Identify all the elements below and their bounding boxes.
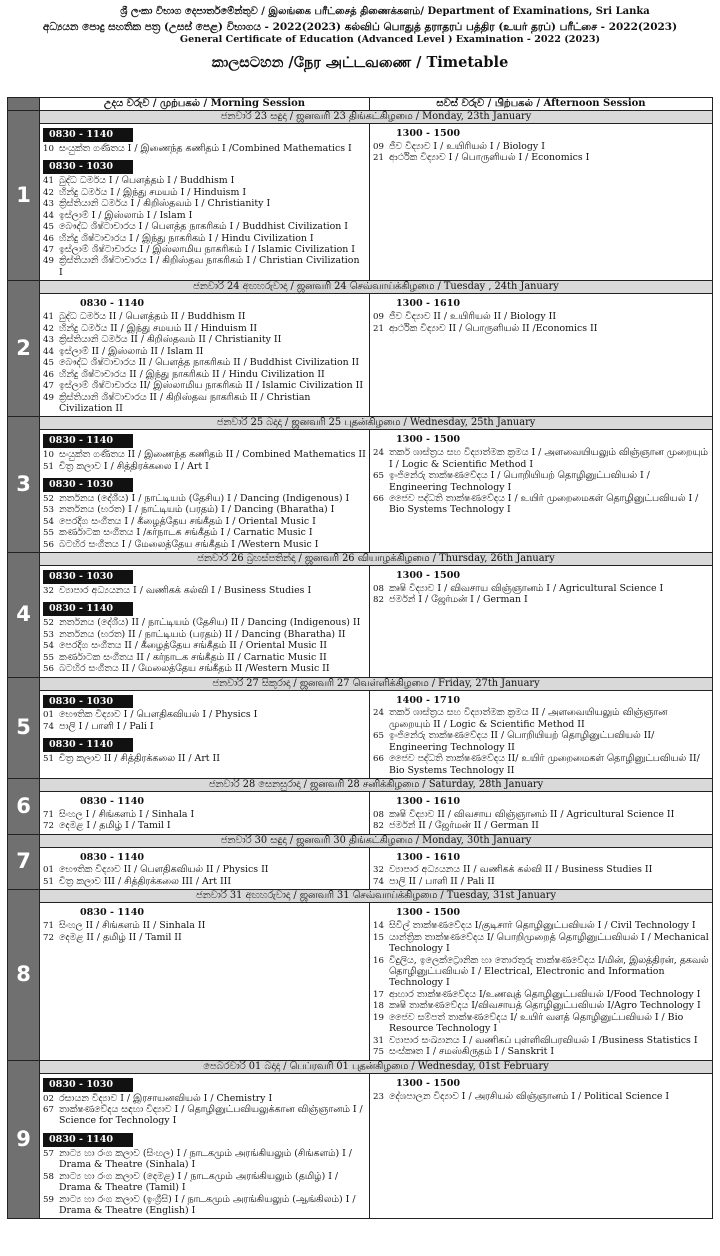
- subject-code: 09: [373, 312, 384, 323]
- subject-name: ඉස්ලාම් ශිෂ්ටාචාරය I / இஸ்லாமிய நாகரிகம் I / Islamic Civilization I: [59, 243, 355, 255]
- session-time: 1300 - 1500: [396, 1077, 461, 1089]
- subject-name: කෘෂි තාක්ෂණවේදය I/விவசாயத் தொழினுட்பவியல் I/Agro Technology I: [389, 1000, 701, 1012]
- subject-item: [43, 527, 366, 538]
- date-label: ජනවාරි 25 බදාදා / ஜனவரி 25 புதன்கிழமை / Wednesday, 25th January: [40, 417, 713, 430]
- subject-item: [43, 346, 366, 357]
- subject-name: නර්තනය (භරත) I / நாட்டியம் (பரதம்) I / Dancing (Bharatha) I: [59, 504, 335, 516]
- subject-code: 24: [373, 448, 384, 459]
- subject-code: 53: [43, 505, 54, 516]
- subject-name: චිත්‍ර කලාව III / சித்திரக்கலை III / Art III: [59, 875, 232, 887]
- subject-code: 54: [43, 641, 54, 652]
- date-row: [8, 890, 713, 903]
- subject-item: [43, 311, 366, 322]
- day-number: 8: [8, 890, 40, 1060]
- subject-item: [43, 380, 366, 391]
- subject-code: 45: [43, 222, 54, 233]
- subject-name: චිත්‍ර කලාව I / சித்திரக்கலை I / Art I: [59, 460, 209, 472]
- subject-code: 82: [373, 595, 384, 606]
- date-label: ජනවාරි 27 සිකුරාදා / ஜனவரி 27 வெள்ளிக்கிழமை / Friday, 27th January: [40, 677, 713, 690]
- subject-code: 02: [43, 1093, 54, 1104]
- subject-item: [43, 864, 366, 875]
- subject-item: [373, 594, 709, 605]
- department-line: ශ්‍රී ලංකා විභාග දෙපාර්තමේන්තුව / இலங்கை பரீட்சைத் திணைக்களம்/ Department of Examinations, Sri Lanka: [120, 6, 650, 17]
- subject-code: 82: [373, 821, 384, 832]
- session-time: 0830 - 1030: [43, 570, 133, 584]
- subject-name: දෙමළ I / தமிழ் I / Tamil I: [59, 820, 171, 832]
- subject-name: ජීව විද්‍යාව II / உயிரியல் II / Biology II: [389, 311, 557, 323]
- subject-code: 56: [43, 539, 54, 550]
- session-row: [8, 903, 713, 1060]
- subject-name: කර්ණාටක සංගීතය I /கர்நாடக சங்கீதம் I / Carnatic Music I: [59, 527, 313, 539]
- date-label: පෙබරවාරි 01 බදාදා / பெப்ரவரி 01 புதன்கிழமை / Wednesday, 01st February: [40, 1060, 713, 1073]
- subject-item: [373, 932, 709, 955]
- subject-item: [43, 221, 366, 232]
- session-time: 0830 - 1140: [43, 434, 133, 448]
- subject-code: 41: [43, 312, 54, 323]
- subject-code: 47: [43, 244, 54, 255]
- subject-code: 66: [373, 754, 384, 765]
- subject-code: 51: [43, 876, 54, 887]
- date-row: [8, 281, 713, 294]
- subject-name: සංයුක්ත ගණිතය II / இணைந்த கணிதம் II / Combined Mathematics II: [59, 449, 366, 461]
- date-row: [8, 677, 713, 690]
- subject-code: 52: [43, 618, 54, 629]
- subject-name: ජෛව සම්පත් තාක්ෂණවේදය I/ உயிர் வளத் தொழினுட்பவியல் I / Bio Resource Technology I: [389, 1011, 684, 1035]
- exam-title-english: General Certificate of Education (Advanced Level ) Examination - 2022 (2023): [179, 33, 601, 45]
- subject-code: 49: [43, 392, 54, 403]
- subject-code: 45: [43, 358, 54, 369]
- subject-code: 09: [373, 141, 384, 152]
- subject-item: [373, 1091, 709, 1102]
- subject-item: [43, 187, 366, 198]
- subject-code: 56: [43, 664, 54, 675]
- date-label: ජනවාරි 26 බ්‍රහස්පතින්දා / ஜனவரி 26 வியாழக்கிழமை / Thursday, 26th January: [40, 553, 713, 566]
- subject-name: තර්ක ශාස්ත්‍රය සහ විද්‍යාත්මක ක්‍රමය I / அளவையியலும் விஞ்ஞான முறையும் I / Logic & Scientific Method I: [389, 447, 708, 470]
- subject-code: 24: [373, 708, 384, 719]
- subject-item: [373, 447, 709, 470]
- subject-code: 18: [373, 1001, 384, 1012]
- session-row: [8, 690, 713, 779]
- subject-code: 58: [43, 1171, 54, 1182]
- subject-code: 43: [43, 199, 54, 210]
- session-time: 0830 - 1030: [43, 160, 133, 174]
- subject-code: 54: [43, 516, 54, 527]
- subject-item: [43, 198, 366, 209]
- subject-name: සිංහල I / சிங்களம் I / Sinhala I: [59, 808, 195, 820]
- day-number: 9: [8, 1060, 40, 1219]
- subject-item: [373, 864, 709, 875]
- subject-item: [373, 707, 709, 730]
- subject-item: [43, 493, 366, 504]
- subject-name: ජෛව පද්ධති තාක්ෂණවේදය II/ உயிர் முறைமைகள் தொழினுட்பவியல் II/ Bio Systems Technology II: [389, 753, 700, 776]
- morning-session-cell: [40, 903, 370, 1060]
- subject-item: [43, 629, 366, 640]
- subject-code: 01: [43, 710, 54, 721]
- date-label: ජනවාරි 24 අඟහරුවාදා / ஜனவரி 24 செவ்வாய்க்கிழமை / Tuesday , 24th January: [40, 281, 713, 294]
- date-label: ජනවාරි 28 සෙනසුරාදා / ஜனவரி 28 சனிக்கிழமை / Saturday, 28th January: [40, 779, 713, 792]
- subject-item: [373, 1012, 709, 1035]
- subject-code: 41: [43, 176, 54, 187]
- subject-item: [373, 323, 709, 334]
- subject-code: 72: [43, 932, 54, 943]
- session-time: 0830 - 1140: [80, 796, 145, 808]
- session-time: 0830 - 1030: [43, 695, 133, 709]
- subject-code: 74: [373, 876, 384, 887]
- session-time: 0830 - 1030: [43, 478, 133, 492]
- subject-item: [43, 932, 366, 943]
- subject-item: [43, 585, 366, 596]
- morning-session-cell: [40, 124, 370, 281]
- subject-item: [43, 617, 366, 628]
- subject-name: ඉස්ලාම් II / இஸ்லாம் II / Islam II: [59, 345, 204, 357]
- subject-item: [43, 1093, 366, 1104]
- subject-code: 08: [373, 583, 384, 594]
- subject-item: [43, 334, 366, 345]
- subject-code: 71: [43, 809, 54, 820]
- subject-code: 31: [373, 1035, 384, 1046]
- day-number: 7: [8, 834, 40, 890]
- date-label: ජනවාරි 30 සඳුදා / ஜனவரி 30 திங்கட்கிழமை / Monday, 30th January: [40, 834, 713, 847]
- morning-session-cell: [40, 690, 370, 779]
- subject-name: චිත්‍ර කලාව II / சித்திரக்கலை II / Art II: [59, 752, 220, 764]
- subject-code: 08: [373, 809, 384, 820]
- subject-name: පාලි II / பாளி II / Pali II: [389, 875, 495, 887]
- subject-item: [43, 1194, 366, 1217]
- subject-item: [373, 730, 709, 753]
- subject-code: 44: [43, 346, 54, 357]
- subject-item: [43, 652, 366, 663]
- subject-name: පෙරදිග සංගීතය II / கீழைத்தேய சங்கீதம் II / Oriental Music II: [59, 640, 327, 652]
- subject-code: 01: [43, 865, 54, 876]
- subject-item: [43, 516, 366, 527]
- subject-name: තර්ක ශාස්ත්‍රය සහ විද්‍යාත්මක ක්‍රමය II / அளவையியலும் விஞ்ஞான முறையும் II / Logic & Scientific Method II: [389, 707, 668, 730]
- subject-item: [373, 141, 709, 152]
- subject-name: ව්‍යාපාර අධ්‍යයනය I / வணிகக் கல்வி I / Business Studies I: [59, 584, 312, 596]
- subject-code: 47: [43, 381, 54, 392]
- afternoon-session-cell: [370, 792, 713, 835]
- subject-item: [43, 640, 366, 651]
- subject-item: [373, 920, 709, 931]
- subject-name: භෞතික විද්‍යාව I / பௌதிகவியல் I / Physics I: [59, 709, 258, 721]
- subject-code: 42: [43, 187, 54, 198]
- subject-item: [43, 323, 366, 334]
- subject-name: ඉස්ලාම් ශිෂ්ටාචාරය II/ இஸ்லாமிய நாகரிகம் II / Islamic Civilization II: [59, 380, 364, 392]
- date-row: [8, 1060, 713, 1073]
- subject-item: [43, 663, 366, 674]
- subject-code: 51: [43, 461, 54, 472]
- subject-name: කර්ණාටක සංගීතය II / கர்நாடக சங்கீதம் II / Carnatic Music II: [59, 651, 327, 663]
- session-time: 0830 - 1140: [43, 1133, 133, 1147]
- session-row: [8, 566, 713, 677]
- morning-session-cell: [40, 566, 370, 677]
- session-time: 0830 - 1140: [80, 298, 145, 310]
- subject-code: 10: [43, 143, 54, 154]
- subject-code: 65: [373, 731, 384, 742]
- subject-item: [43, 539, 366, 550]
- subject-item: [373, 583, 709, 594]
- date-label: ජනවාරි 23 සඳුදා / ஜனவரி 23 திங்கட்கிழமை / Monday, 23th January: [40, 111, 713, 124]
- subject-name: ජර්මන් I / ஜேர்மன் I / German I: [389, 594, 528, 606]
- subject-code: 21: [373, 323, 384, 334]
- day-number: 3: [8, 417, 40, 553]
- session-row: [8, 294, 713, 417]
- session-time: 0830 - 1140: [43, 738, 133, 752]
- subject-item: [43, 753, 366, 764]
- subject-name: ජීව විද්‍යාව I / உயிரியல் I / Biology I: [389, 140, 545, 152]
- date-row: [8, 417, 713, 430]
- subject-name: නර්තනය (දේශීය) I / நாட்டியம் (தேசிய) I / Dancing (Indigenous) I: [59, 492, 350, 504]
- day-number: 5: [8, 677, 40, 779]
- subject-code: 32: [43, 585, 54, 596]
- document-header: [7, 6, 713, 71]
- afternoon-session-header: සවස් වරුව / பிற்பகல் / Afternoon Session: [370, 98, 713, 111]
- subject-item: [43, 255, 366, 278]
- subject-item: [373, 809, 709, 820]
- subject-name: නාට්‍ය හා රංග කලාව (සිංහල) I / நாடகமும் அரங்கியலும் (சிங்களம்) I / Drama & Theatre (Sinhala) I: [59, 1147, 352, 1171]
- session-time: 1400 - 1710: [396, 694, 461, 706]
- session-time: 0830 - 1140: [43, 128, 133, 142]
- subject-item: [43, 449, 366, 460]
- subject-item: [373, 876, 709, 887]
- subject-name: සිවිල් තාක්ෂණවේදය I/குடிசார் தொழினுட்பவியல் I / Civil Technology I: [389, 920, 696, 932]
- subject-code: 42: [43, 323, 54, 334]
- subject-code: 53: [43, 629, 54, 640]
- subject-code: 51: [43, 753, 54, 764]
- day-number: 4: [8, 553, 40, 677]
- session-time: 0830 - 1030: [43, 1078, 133, 1092]
- subject-code: 67: [43, 1105, 54, 1115]
- subject-item: [43, 1171, 366, 1194]
- subject-name: පාලි I / பாளி I / Pali I: [59, 720, 154, 732]
- subject-item: [43, 233, 366, 244]
- session-row: [8, 124, 713, 281]
- subject-code: 46: [43, 233, 54, 244]
- subject-name: දෙමළ II / தமிழ் II / Tamil II: [59, 931, 182, 943]
- subject-name: බටහිර සංගීතය I / மேலைத்தேய சங்கீதம் I /Western Music I: [59, 538, 319, 550]
- column-header-row: [8, 98, 713, 111]
- subject-code: 15: [373, 932, 384, 943]
- date-row: [8, 111, 713, 124]
- subject-name: හින්දු ධර්මය I / இந்து சமயம் I / Hinduism I: [59, 186, 247, 198]
- afternoon-session-cell: [370, 294, 713, 417]
- subject-name: විදුලිය, ඉලෙක්ට්‍රොනික හා තොරතුරු තාක්ෂණවේදය I/மின், இலத்திரன், தகவல் தொழினுட்பவியல் I / Electrical, Electronic and Information Technology I: [389, 954, 709, 989]
- afternoon-session-cell: [370, 1073, 713, 1219]
- subject-item: [373, 311, 709, 322]
- session-time: 1300 - 1610: [396, 796, 461, 808]
- subject-code: 55: [43, 652, 54, 663]
- subject-name: නර්තනය (දේශීය) II / நாட்டியம் (தேசிய) II / Dancing (Indigenous) II: [59, 617, 361, 629]
- subject-item: [43, 357, 366, 368]
- session-time: 1300 - 1500: [396, 907, 461, 919]
- subject-code: 57: [43, 1148, 54, 1159]
- timetable-title: කාලසටහන /நேர அட்டவணை / Timetable: [211, 53, 509, 71]
- session-row: [8, 847, 713, 890]
- subject-code: 21: [373, 153, 384, 164]
- subject-code: 10: [43, 450, 54, 461]
- afternoon-session-cell: [370, 690, 713, 779]
- subject-name: ජර්මන් II / ஜேர்மன் II / German II: [389, 820, 539, 832]
- subject-name: කෘෂි විද්‍යාව II / விவசாய விஞ்ஞானம் II / Agricultural Science II: [389, 808, 675, 820]
- session-time: 1300 - 1610: [396, 851, 461, 863]
- subject-code: 19: [373, 1012, 384, 1023]
- subject-name: ඉංජිනේරු තාක්ෂණවේදය II / பொறியியற் தொழினுட்பவியல் II/ Engineering Technology II: [389, 730, 655, 753]
- subject-item: [43, 709, 366, 720]
- subject-code: 46: [43, 369, 54, 380]
- timetable-table: [7, 97, 713, 1219]
- subject-name: භෞතික විද්‍යාව II / பௌதிகவியல் II / Physics II: [59, 864, 269, 876]
- subject-name: කෘෂි විද්‍යාව I / விவசாய விஞ்ஞானம் I / Agricultural Science I: [389, 582, 664, 594]
- subject-code: 49: [43, 256, 54, 267]
- subject-item: [373, 1035, 709, 1046]
- afternoon-session-cell: [370, 903, 713, 1060]
- subject-name: ව්‍යාපාර සංඛ්‍යානය I / வணிகப் புள்ளிவிபரவியல் I /Business Statistics I: [389, 1034, 698, 1046]
- subject-item: [373, 955, 709, 989]
- afternoon-session-cell: [370, 847, 713, 890]
- subject-name: ඉංජිනේරු තාක්ෂණවේදය I / பொறியியற் தொழினுட்பவியல் I / Engineering Technology I: [389, 470, 650, 493]
- date-row: [8, 779, 713, 792]
- subject-code: 71: [43, 921, 54, 932]
- subject-name: ජෛව පද්ධති තාක්ෂණවේදය I / உயிர் முறைமைகள் தொழினுட்பவியல் I / Bio Systems Technology I: [389, 493, 699, 516]
- subject-item: [373, 470, 709, 493]
- subject-code: 52: [43, 493, 54, 504]
- subject-item: [43, 392, 366, 415]
- subject-item: [43, 1148, 366, 1171]
- subject-item: [373, 753, 709, 776]
- subject-name: යාන්ත්‍රික තාක්ෂණවේදය I/ பொறிமுறைத் தொழினுட்பவியல் I / Mechanical Technology I: [389, 931, 709, 955]
- subject-item: [43, 175, 366, 186]
- subject-name: හින්දු ධර්මය II / இந்து சமயம் II / Hinduism II: [59, 322, 258, 334]
- subject-code: 74: [43, 721, 54, 732]
- day-number-header: [8, 98, 40, 111]
- subject-name: ව්‍යාපාර අධ්‍යයනය II / வணிகக் கல்வி II / Business Studies II: [389, 864, 653, 876]
- subject-code: 17: [373, 989, 384, 1000]
- afternoon-session-cell: [370, 430, 713, 553]
- day-number: 2: [8, 281, 40, 417]
- subject-code: 16: [373, 955, 384, 966]
- session-time: 0830 - 1140: [43, 602, 133, 616]
- subject-name: නාට්‍ය හා රංග කලාව (දෙමළ) I / நாடகமும் அரங்கியலும் (தமிழ்) I / Drama & Theatre (Tamil) I: [59, 1170, 339, 1194]
- date-row: [8, 553, 713, 566]
- subject-code: 32: [373, 865, 384, 876]
- subject-name: බුද්ධ ධර්මය II / பௌத்தம் II / Buddhism II: [59, 311, 246, 323]
- subject-code: 44: [43, 210, 54, 221]
- subject-item: [43, 244, 366, 255]
- subject-name: ක්‍රිස්තියානි ශිෂ්ටාචාරය I / கிறிஸ்தவ நாகரிகம் I / Christian Civilization I: [59, 255, 360, 278]
- subject-name: පෙරදිග සංගීතය I / கீழைத்தேய சங்கீதம் I / Oriental Music I: [59, 515, 316, 527]
- subject-item: [43, 369, 366, 380]
- subject-name: බුද්ධ ධර්මය I / பௌத்தம் I / Buddhism I: [59, 175, 235, 187]
- subject-name: බෞද්ධ ශිෂ්ටාචාරය II / பௌத்த நாகரிகம் II / Buddhist Civilization II: [59, 357, 360, 369]
- subject-name: ක්‍රිස්තියානි ධර්මය I / கிறிஸ்தவம் I / Christianity I: [59, 198, 271, 210]
- subject-name: ඉස්ලාම් I / இஸ்லாம் I / Islam I: [59, 209, 193, 221]
- subject-name: දේශපාලන විද්‍යාව I / அரசியல் விஞ்ஞானம் I / Political Science I: [389, 1090, 670, 1102]
- subject-code: 43: [43, 335, 54, 346]
- date-label: ජනවාරි 31 අඟහරුවාදා / ஜனவரி 31 செவ்வாய்க்கிழமை / Tuesday, 31st January: [40, 890, 713, 903]
- subject-item: [43, 504, 366, 515]
- subject-item: [43, 1104, 366, 1127]
- subject-item: [373, 989, 709, 1000]
- subject-name: ආර්ථික විද්‍යාව II / பொருளியல் II /Economics II: [389, 322, 598, 334]
- subject-item: [43, 920, 366, 931]
- subject-code: 14: [373, 921, 384, 932]
- subject-item: [43, 721, 366, 732]
- session-time: 0830 - 1140: [80, 851, 145, 863]
- subject-name: ක්‍රිස්තියානි ධර්මය II / கிறிஸ்தவம் II / Christianity II: [59, 334, 282, 346]
- subject-name: හින්දු ශිෂ්ටාචාරය II / இந்து நாகரிகம் II / Hindu Civilization II: [59, 368, 325, 380]
- morning-session-cell: [40, 1073, 370, 1219]
- subject-item: [373, 1000, 709, 1011]
- subject-name: බෞද්ධ ශිෂ්ටාචාරය I / பௌத்த நாகரிகம் I / Buddhist Civilization I: [59, 221, 348, 233]
- subject-name: නර්තනය (භරත) II / நாட்டியம் (பரதம்) II / Dancing (Bharatha) II: [59, 628, 346, 640]
- subject-item: [43, 143, 366, 154]
- subject-item: [373, 152, 709, 163]
- subject-name: ආහාර තාක්ෂණවේදය I/உணவுத் தொழினுட்பவியல் I/Food Technology I: [389, 988, 701, 1000]
- subject-name: තාක්ෂණවේදය සඳහා විද්‍යාව I / தொழினுட்பவியலுக்கான விஞ்ஞானம் I / Science for Technology I: [59, 1104, 363, 1127]
- subject-item: [43, 876, 366, 887]
- session-row: [8, 1073, 713, 1219]
- morning-session-cell: [40, 847, 370, 890]
- session-time: 1300 - 1500: [396, 128, 461, 140]
- afternoon-session-cell: [370, 124, 713, 281]
- morning-session-cell: [40, 430, 370, 553]
- exam-title-local: අධ්‍යයන පොදු සහතික පත්‍ර (උසස් පෙළ) විභාගය - 2022(2023) கல்விப் பொதுத் தராதரப் பத்திர (உயர் தரப்) பரீட்சை - 2022(2023): [42, 21, 678, 34]
- session-time: 0830 - 1140: [80, 907, 145, 919]
- subject-item: [43, 820, 366, 831]
- session-row: [8, 792, 713, 835]
- subject-code: 65: [373, 471, 384, 482]
- subject-item: [43, 461, 366, 472]
- subject-name: බටහිර සංගීතය II / மேலைத்தேய சங்கீதம் II /Western Music II: [59, 663, 330, 675]
- day-number: 6: [8, 779, 40, 835]
- subject-name: රසායන විද්‍යාව I / இரசாயனவியல் I / Chemistry I: [59, 1092, 273, 1104]
- subject-code: 59: [43, 1194, 54, 1205]
- session-time: 1300 - 1500: [396, 434, 461, 446]
- subject-name: සංයුක්ත ගණිතය I / இணைந்த கணிதம் I /Combined Mathematics I: [59, 142, 352, 154]
- subject-item: [43, 809, 366, 820]
- subject-item: [373, 820, 709, 831]
- subject-name: නාට්‍ය හා රංග කලාව (ඉංග්‍රීසි) I / நாடகமும் அரங்கியலும் (ஆங்கிலம்) I / Drama & Theatre (English) I: [59, 1193, 356, 1216]
- subject-code: 75: [373, 1047, 384, 1058]
- subject-item: [373, 1046, 709, 1057]
- subject-name: හින්දු ශිෂ්ටාචාරය I / இந்து நாகரிகம் I / Hindu Civilization I: [59, 232, 314, 244]
- session-time: 1300 - 1610: [396, 298, 461, 310]
- subject-code: 66: [373, 494, 384, 505]
- subject-item: [43, 210, 366, 221]
- date-row: [8, 834, 713, 847]
- session-row: [8, 430, 713, 553]
- morning-session-header: උදය වරුව / முற்பகல் / Morning Session: [40, 98, 370, 111]
- subject-name: සංස්කෘත I / சமஸ்கிருதம் I / Sanskrit I: [389, 1046, 555, 1058]
- morning-session-cell: [40, 792, 370, 835]
- subject-name: ක්‍රිස්තියානි ශිෂ්ටාචාරය II / கிறிஸ்தவ நாகரிகம் II / Christian Civilization II: [59, 391, 311, 414]
- session-time: 1300 - 1500: [396, 570, 461, 582]
- subject-code: 55: [43, 528, 54, 539]
- morning-session-cell: [40, 294, 370, 417]
- subject-name: සිංහල II / சிங்களம் II / Sinhala II: [59, 920, 206, 932]
- subject-name: ආර්ථික විද්‍යාව I / பொருளியல் I / Economics I: [389, 152, 590, 164]
- afternoon-session-cell: [370, 566, 713, 677]
- subject-code: 23: [373, 1091, 384, 1102]
- day-number: 1: [8, 111, 40, 281]
- subject-item: [373, 493, 709, 516]
- subject-code: 72: [43, 821, 54, 832]
